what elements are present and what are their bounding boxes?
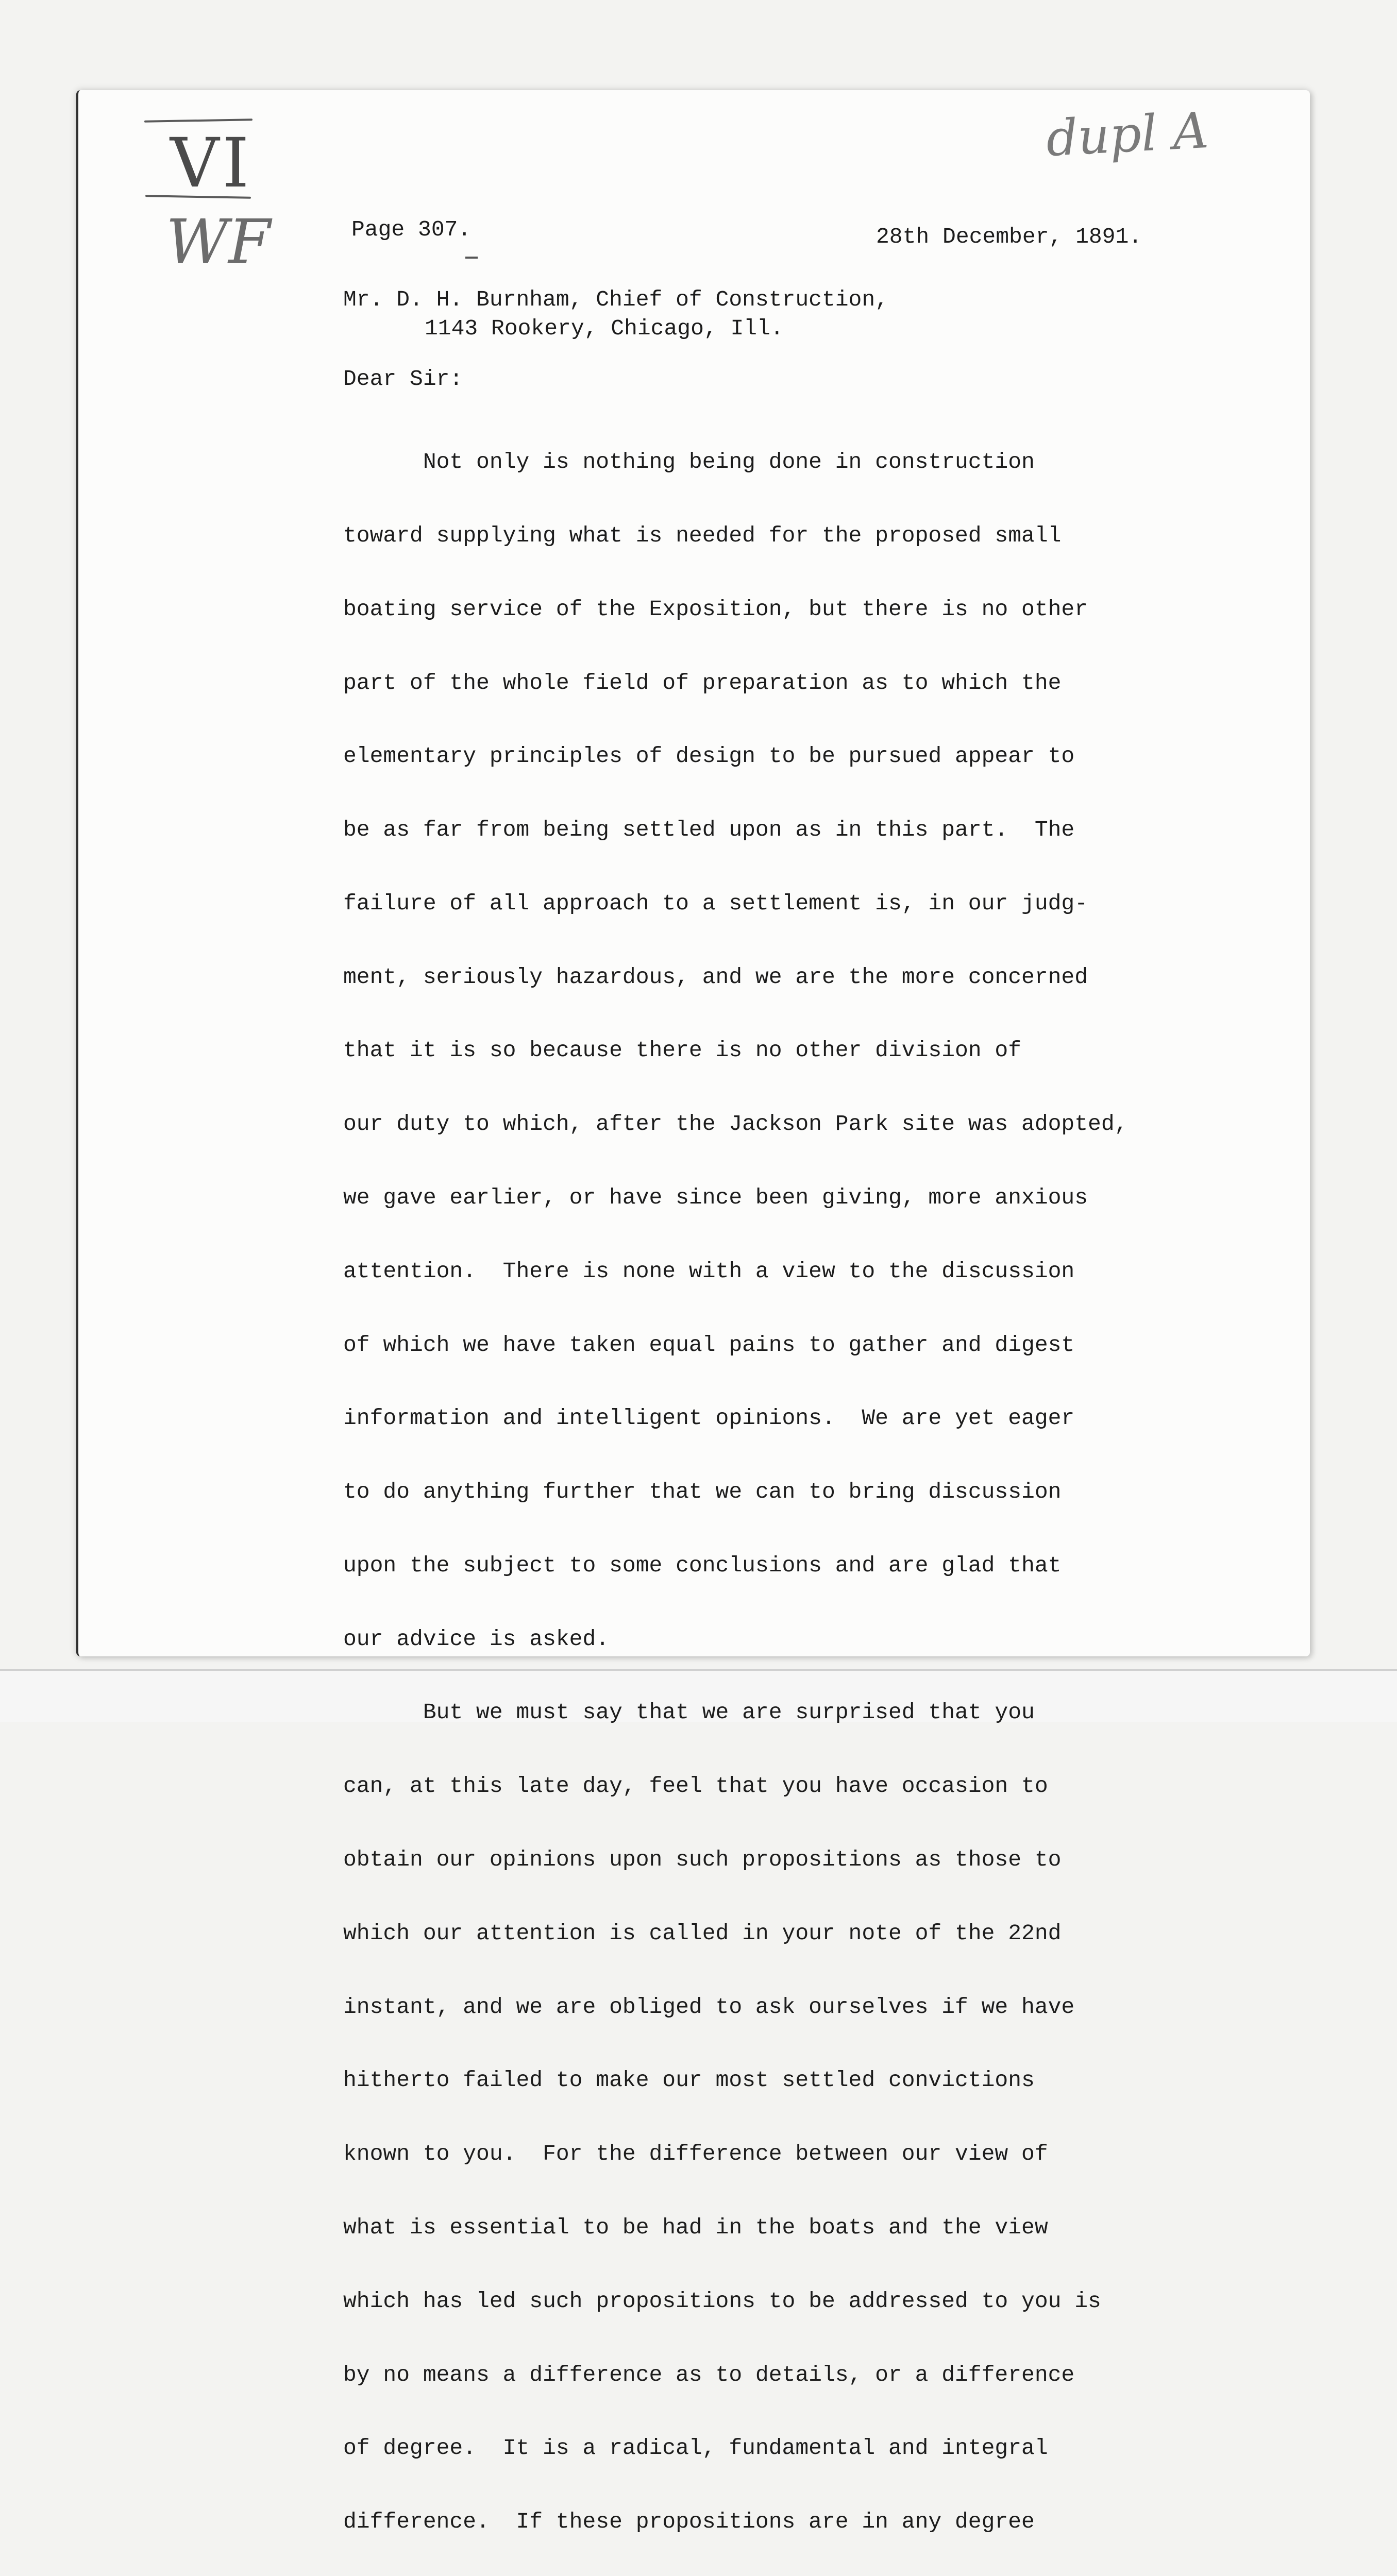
- body-line: known to you. For the difference between our view of: [343, 2141, 1048, 2167]
- body-line: we gave earlier, or have since been giving, more anxious: [343, 1185, 1088, 1210]
- pencil-dash-mark: [465, 257, 478, 259]
- body-line: our advice is asked.: [343, 1626, 610, 1652]
- body-line: of degree. It is a radical, fundamental and integral: [343, 2435, 1048, 2461]
- body-line: instant, and we are obliged to ask ourselves if we have: [343, 1994, 1075, 2020]
- body-line: that it is so because there is no other division of: [343, 1038, 1022, 1063]
- roman-numeral-annotation: VI: [170, 124, 253, 203]
- body-line: be as far from being settled upon as in this part. The: [343, 817, 1075, 843]
- body-line: failure of all approach to a settlement is, in our judg-: [343, 890, 1088, 916]
- body-line: by no means a difference as to details, or a difference: [343, 2362, 1075, 2387]
- recipient-line-2: 1143 Rookery, Chicago, Ill.: [425, 316, 784, 341]
- body-line: which our attention is called in your note of the 22nd: [343, 1920, 1062, 1946]
- body-line: can, at this late day, feel that you have occasion to: [343, 1773, 1048, 1799]
- initials-annotation: WF: [166, 206, 271, 277]
- body-line: ment, seriously hazardous, and we are the more concerned: [343, 964, 1088, 990]
- body-line: part of the whole field of preparation as to which the: [343, 670, 1062, 696]
- body-line: what is essential to be had in the boats and the view: [343, 2214, 1048, 2240]
- page-number: Page 307.: [351, 217, 472, 242]
- body-line: our duty to which, after the Jackson Park site was adopted,: [343, 1111, 1128, 1137]
- body-line: information and intelligent opinions. We are yet eager: [343, 1405, 1075, 1431]
- salutation: Dear Sir:: [343, 366, 463, 392]
- top-right-annotation: dupl A: [1045, 101, 1210, 168]
- body-line: attention. There is none with a view to the discussion: [343, 1258, 1075, 1284]
- body-line: of which we have taken equal pains to gather and digest: [343, 1332, 1075, 1358]
- body-line: toward supplying what is needed for the proposed small: [343, 522, 1062, 548]
- body-line: to do anything further that we can to bring discussion: [343, 1479, 1062, 1505]
- body-line: boating service of the Exposition, but there is no other: [343, 596, 1088, 622]
- body-line: hitherto failed to make our most settled convictions: [343, 2067, 1035, 2093]
- body-line: elementary principles of design to be pursued appear to: [343, 743, 1075, 769]
- body-line: Not only is nothing being done in construction: [343, 449, 1035, 475]
- body-line: difference. If these propositions are in any degree: [343, 2509, 1035, 2535]
- recipient-line-1: Mr. D. H. Burnham, Chief of Construction,: [343, 287, 888, 312]
- body-line: But we must say that we are surprised that you: [343, 1700, 1035, 1725]
- letter-date: 28th December, 1891.: [876, 224, 1142, 249]
- letter-body: [343, 401, 1127, 2576]
- body-line: obtain our opinions upon such propositions as those to: [343, 1847, 1062, 1873]
- body-line: upon the subject to some conclusions and are glad that: [343, 1552, 1062, 1578]
- body-line: which has led such propositions to be addressed to you is: [343, 2288, 1101, 2314]
